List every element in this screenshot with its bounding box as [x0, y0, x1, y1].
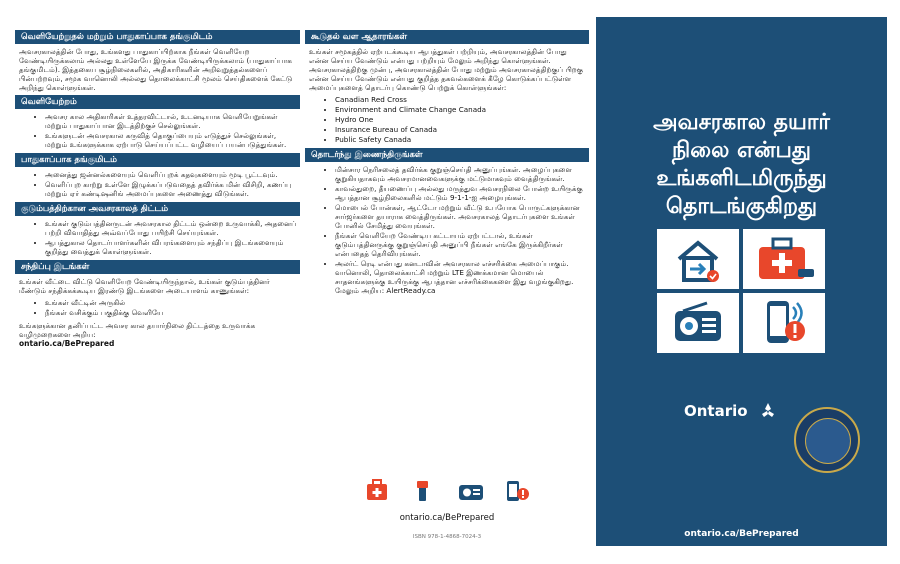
section-header-resources: கூடுதல் வள ஆதாரங்கள் [305, 30, 589, 44]
section-header-meeting-places: சந்திப்பு இடங்கள் [15, 260, 300, 274]
home-exit-icon [657, 229, 739, 289]
emergency-management-seal-icon [794, 407, 860, 473]
panel-prepared-link[interactable]: ontario.ca/BePrepared [684, 529, 799, 539]
tile-home-exit [657, 229, 739, 289]
list-item: • நீங்கள் வசிக்கும் பகுதிக்கு வெளியே [45, 308, 300, 317]
section-header-evacuation-shelter: வெளியேற்றுதல் மற்றும் பாதுகாப்பாக தங்குமிடம் [15, 30, 300, 44]
list-item: • அலர்ட் ரெடி என்பது கனடாவின் அவசரகால எச்சரிக்கை அமைப்பாகும். வானொலி, தொலைக்காட்சி மற்றும் LTE இணக்கமான மொபைல் சாதனங்களுக்கு உயிருக்கு ஆபத்தான எச்சரிக்கைகளை இது வழங்குகிறது. மேலும் அறிய: AlertReady.ca [335, 259, 589, 295]
phone-alert-large-icon [743, 293, 825, 353]
bullet-list [15, 170, 300, 198]
tile-radio [657, 293, 739, 353]
section-header-family-plan: குடும்பத்திற்கான அவசரகாலத் திட்டம் [15, 202, 300, 216]
list-item: • அவசர கால அதிகாரிகள் உத்தரவிட்டால், உடனடியாக வெளியேறுங்கள் மற்றும் பாதுகாப்பான இடத்திற்குச் செல்லுங்கள். [45, 112, 300, 130]
bullet-list [305, 165, 589, 295]
list-item: • காவல்துறை, தீயணைப்பு அல்லது மருத்துவ அவசரநிலை போன்ற உயிருக்கு ஆபத்தான சூழ்நிலைகளில் மட்டும் 9-1-1-ஐ அழையுங்கள். [335, 184, 589, 202]
list-item: • உங்கள் வீட்டின் அருகில் [45, 298, 300, 307]
section-paragraph: உங்கள் வீட்டை விட்டு வெளியேற வேண்டியிருந்தால், உங்கள் குடும்பத்தினர் மீண்டும் சந்திக்கக்கூடிய இரண்டு இடங்களை அடையாளம் காணுங்கள்: [19, 277, 270, 295]
list-item: • வெளிப்புற காற்று உள்ளே இழுக்கப்படுவதைத் தவிர்க்க மின் விசிறி, கணப்பு மற்றும் ஏர் கண்டிஷனிங் அமைப்புகளை அணைத்து விடுங்கள். [45, 180, 300, 198]
radio-large-icon [657, 293, 739, 353]
isbn-number: ISBN 978-1-4868-7024-3 [412, 534, 482, 540]
list-item: • Hydro One [335, 115, 589, 124]
list-item: • ஆபத்துகால தொடர்பாளர்களின் விபரங்களையும் சந்திப்பு இடங்களையும் குறித்து வைத்துக் கொள்ளுங்கள். [45, 238, 300, 256]
seal-trillium-icon [805, 418, 851, 464]
section-paragraph: உங்கள் சமூகத்தில் ஏற்படக்கூடிய ஆபத்துகள் பற்றியும், அவசரகாலத்தின் போது என்ன செய்ய வேண்டும் என்பது பற்றியும் மேலும் அறிந்து கொள்ளுங்கள். அவசரகாலத்திற்கு முன்பு, அவசரகாலத்தின் போது மற்றும் அவசரகாலத்திற்குப் பிறகு என்ன செய்ய வேண்டும் என்பது குறித்த தகவல்களைக் கீழே கொடுக்கப்பட்டுள்ள அமைப்புகளைத் தொடர்பு கொண்டு பெற்றுக் கொள்ளுங்கள்: [309, 47, 584, 92]
kit-icons-svg [355, 478, 555, 504]
bullet-list [15, 112, 300, 149]
tail-text: உங்களுக்கான தனிப்பட்ட அவசர கால தயார்நிலை திட்டத்தை உருவாக்க வழிமுறைகளை அறிய: [19, 321, 256, 339]
resource-list [305, 95, 589, 144]
tile-first-aid [743, 229, 825, 289]
list-item: • உங்கள் குடும்பத்தினருடன் அவசரகால திட்டம் ஒன்றை உருவாக்கி, அதனைப் பற்றி விவாதித்து அவ்வப்போது பயிற்சி செய்யுங்கள். [45, 219, 300, 237]
cover-title [596, 109, 887, 221]
column-middle [305, 30, 589, 299]
title-line: உங்களிடமிருந்து [656, 166, 827, 191]
tile-phone-alert [743, 293, 825, 353]
title-line: நிலை என்பது [672, 138, 811, 163]
title-line: அவசரகால தயார் [653, 110, 830, 135]
list-item: • மொபைல் போன்கள், ஆட்டோ மற்றும் வீட்டு உபயோக பொருட்களுக்கான சார்ஜர்களை தயாராக வைத்திருங்கள். அவசரகாலத் தொடர்புகளை உங்கள் போனில் சேமித்து வையுங்கள். [335, 203, 589, 230]
prepared-link[interactable]: ontario.ca/BePrepared [19, 339, 115, 348]
list-item: • Public Safety Canada [335, 135, 589, 144]
list-item: • Canadian Red Cross [335, 95, 589, 104]
section-header-evacuation: வெளியேற்றம் [15, 95, 300, 109]
section-paragraph: அவசரகாலத்தின் போது, உங்களது பாதுகாப்பிற்காக நீங்கள் வெளியேற வேண்டியிருக்கலாம் அல்லது உள்ளேயே இருக்க வேண்டியிருக்கலாம் (பாதுகாப்பாக தங்குமிடம்). இத்தகைய சூழ்நிலைகளில், அதிகாரிகளின் அறிவுறுத்தல்களைப் பின்பற்றவும், சமூக வானொலி அல்லது தொலைக்காட்சி மூலம் செய்திகளைக் கேட்டு அறிந்து கொள்ளுங்கள். [19, 47, 293, 92]
column-left [15, 30, 300, 351]
list-item: • Insurance Bureau of Canada [335, 125, 589, 134]
title-line: தொடங்குகிறது [665, 194, 818, 219]
cover-panel [596, 17, 887, 546]
section-header-stay-connected: தொடர்ந்து இணைந்திருங்கள் [305, 148, 589, 162]
first-aid-bag-icon [743, 229, 825, 289]
list-item: • உங்களுடன் அவசரகால கருவித் தொகுப்பையும் எடுத்துச் செல்லுங்கள், மற்றும் உங்களுக்காக ஏற்பாடு செய்யப்பட்ட வழியைப் பயன்படுத்துங்கள். [45, 131, 300, 149]
phone-alert-icon [507, 481, 529, 501]
section-paragraph [19, 321, 296, 348]
first-aid-kit-icon [367, 480, 387, 500]
bottom-prepared-link[interactable]: ontario.ca/BePrepared [399, 513, 495, 523]
icons-row [355, 478, 555, 504]
list-item: • Environment and Climate Change Canada [335, 105, 589, 114]
bullet-list [15, 298, 300, 317]
ontario-logo [684, 401, 777, 420]
section-header-shelter-in-place: பாதுகாப்பாக தங்குமிடம் [15, 153, 300, 167]
flashlight-icon [417, 481, 428, 501]
ontario-wordmark: Ontario [684, 402, 748, 420]
list-item: • அனைத்து ஜன்னல்களையும் வெளிப்புறக் கதவுகளையும் மூடி பூட்டவும். [45, 170, 300, 179]
list-item: • மின்சார நெரிசலைத் தவிர்க்க குறுஞ்செய்தி அனுப்புங்கள். அழைப்புகளை குறுகியதாகவும் அவசரமானவைகளுக்கு மட்டுமாகவும் வைத்திருங்கள். [335, 165, 589, 183]
list-item: • நீங்கள் வெளியேற வேண்டிய கட்டாயம் ஏற்பட்டால், உங்கள் குடும்பத்தினருக்கு குறுஞ்செய்தி அனுப்பி நீங்கள் எங்கே இருக்கிறீர்கள் என்பதைத் தெரிவியுங்கள். [335, 231, 589, 258]
trillium-icon [759, 401, 777, 419]
radio-icon [459, 485, 483, 500]
bullet-list [15, 219, 300, 256]
